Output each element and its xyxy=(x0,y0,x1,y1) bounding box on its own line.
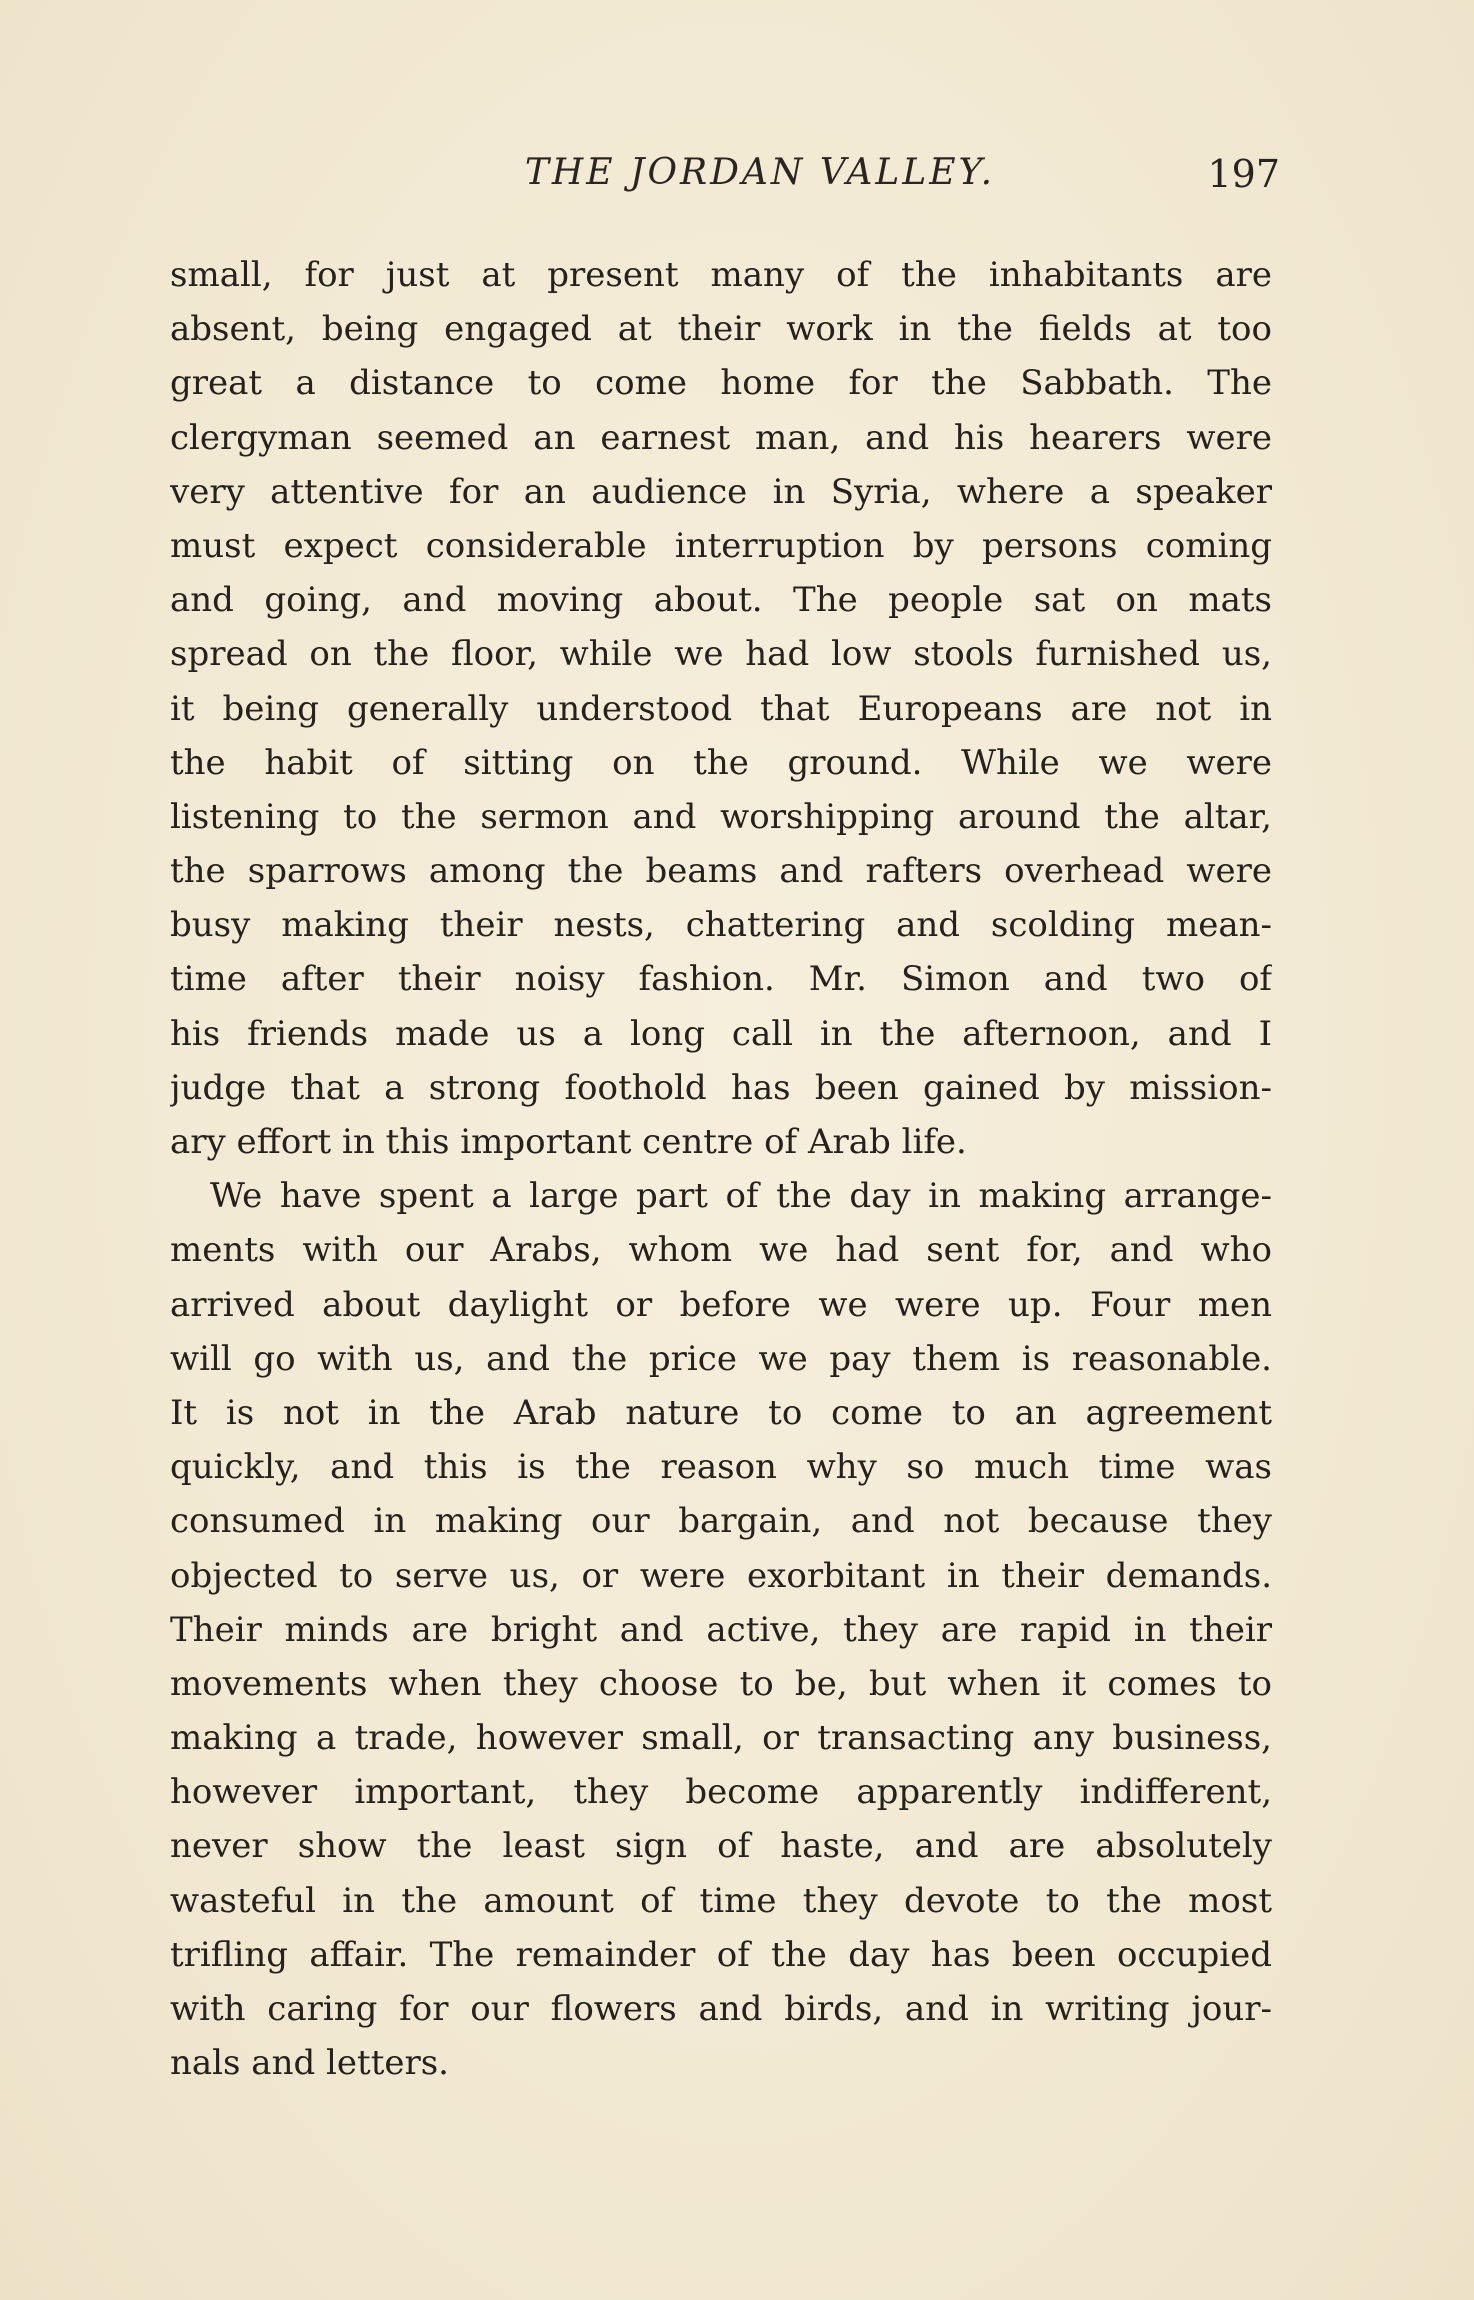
text-line: judge that a strong foothold has been gained by mission- xyxy=(170,1067,1272,1108)
text-line: quickly, and this is the reason why so much time was xyxy=(170,1447,1272,1488)
text-line: ments with our Arabs, whom we had sent for, and who xyxy=(170,1230,1272,1271)
text-line: arrived about daylight or before we were up. Four men xyxy=(170,1284,1272,1325)
body-text xyxy=(170,248,1272,2090)
text-line: never show the least sign of haste, and are absolutely xyxy=(170,1826,1272,1867)
text-line: objected to serve us, or were exorbitant in their demands. xyxy=(170,1555,1272,1596)
text-line: spread on the floor, while we had low stools furnished us, xyxy=(170,634,1272,675)
paragraph-1 xyxy=(170,248,1272,1169)
text-line: great a distance to come home for the Sabbath. The xyxy=(170,363,1272,404)
text-line: nals and letters. xyxy=(170,2043,449,2084)
text-line: and going, and moving about. The people sat on mats xyxy=(170,580,1272,621)
text-line: will go with us, and the price we pay them is reasonable. xyxy=(170,1338,1272,1379)
running-title: THE JORDAN VALLEY. xyxy=(524,152,996,193)
text-line: It is not in the Arab nature to come to an agreement xyxy=(170,1392,1272,1433)
text-line: the habit of sitting on the ground. While we were xyxy=(170,742,1272,783)
text-line: time after their noisy fashion. Mr. Simon and two of xyxy=(170,959,1272,1000)
text-line: however important, they become apparently indifferent, xyxy=(170,1772,1272,1813)
text-line: must expect considerable interruption by persons coming xyxy=(170,525,1272,566)
text-line: the sparrows among the beams and rafters overhead were xyxy=(170,851,1272,892)
paragraph-2 xyxy=(170,1169,1272,2090)
text-line: making a trade, however small, or transacting any business, xyxy=(170,1718,1272,1759)
text-line: absent, being engaged at their work in the fields at too xyxy=(170,309,1272,350)
text-line: his friends made us a long call in the afternoon, and I xyxy=(170,1013,1272,1054)
text-line: ary effort in this important centre of Arab life. xyxy=(170,1122,967,1162)
text-line: busy making their nests, chattering and scolding mean- xyxy=(170,905,1272,946)
text-line: We have spent a large part of the day in making arrange- xyxy=(210,1176,1272,1217)
text-line: it being generally understood that Europeans are not in xyxy=(170,688,1272,729)
text-line: wasteful in the amount of time they devote to the most xyxy=(170,1880,1272,1921)
text-line: trifling affair. The remainder of the day has been occupied xyxy=(170,1934,1272,1975)
page-number: 197 xyxy=(1207,152,1280,196)
page-header xyxy=(170,152,1280,212)
text-line: clergyman seemed an earnest man, and his hearers were xyxy=(170,417,1272,458)
text-line: listening to the sermon and worshipping around the altar, xyxy=(170,796,1272,837)
text-line: very attentive for an audience in Syria, where a speaker xyxy=(170,471,1272,512)
text-line: small, for just at present many of the inhabitants are xyxy=(170,255,1272,295)
text-line: with caring for our flowers and birds, and in writing jour- xyxy=(170,1989,1272,2029)
text-line: movements when they choose to be, but when it comes to xyxy=(170,1663,1272,1704)
text-line: consumed in making our bargain, and not because they xyxy=(170,1501,1272,1542)
text-line: Their minds are bright and active, they are rapid in their xyxy=(170,1609,1272,1650)
